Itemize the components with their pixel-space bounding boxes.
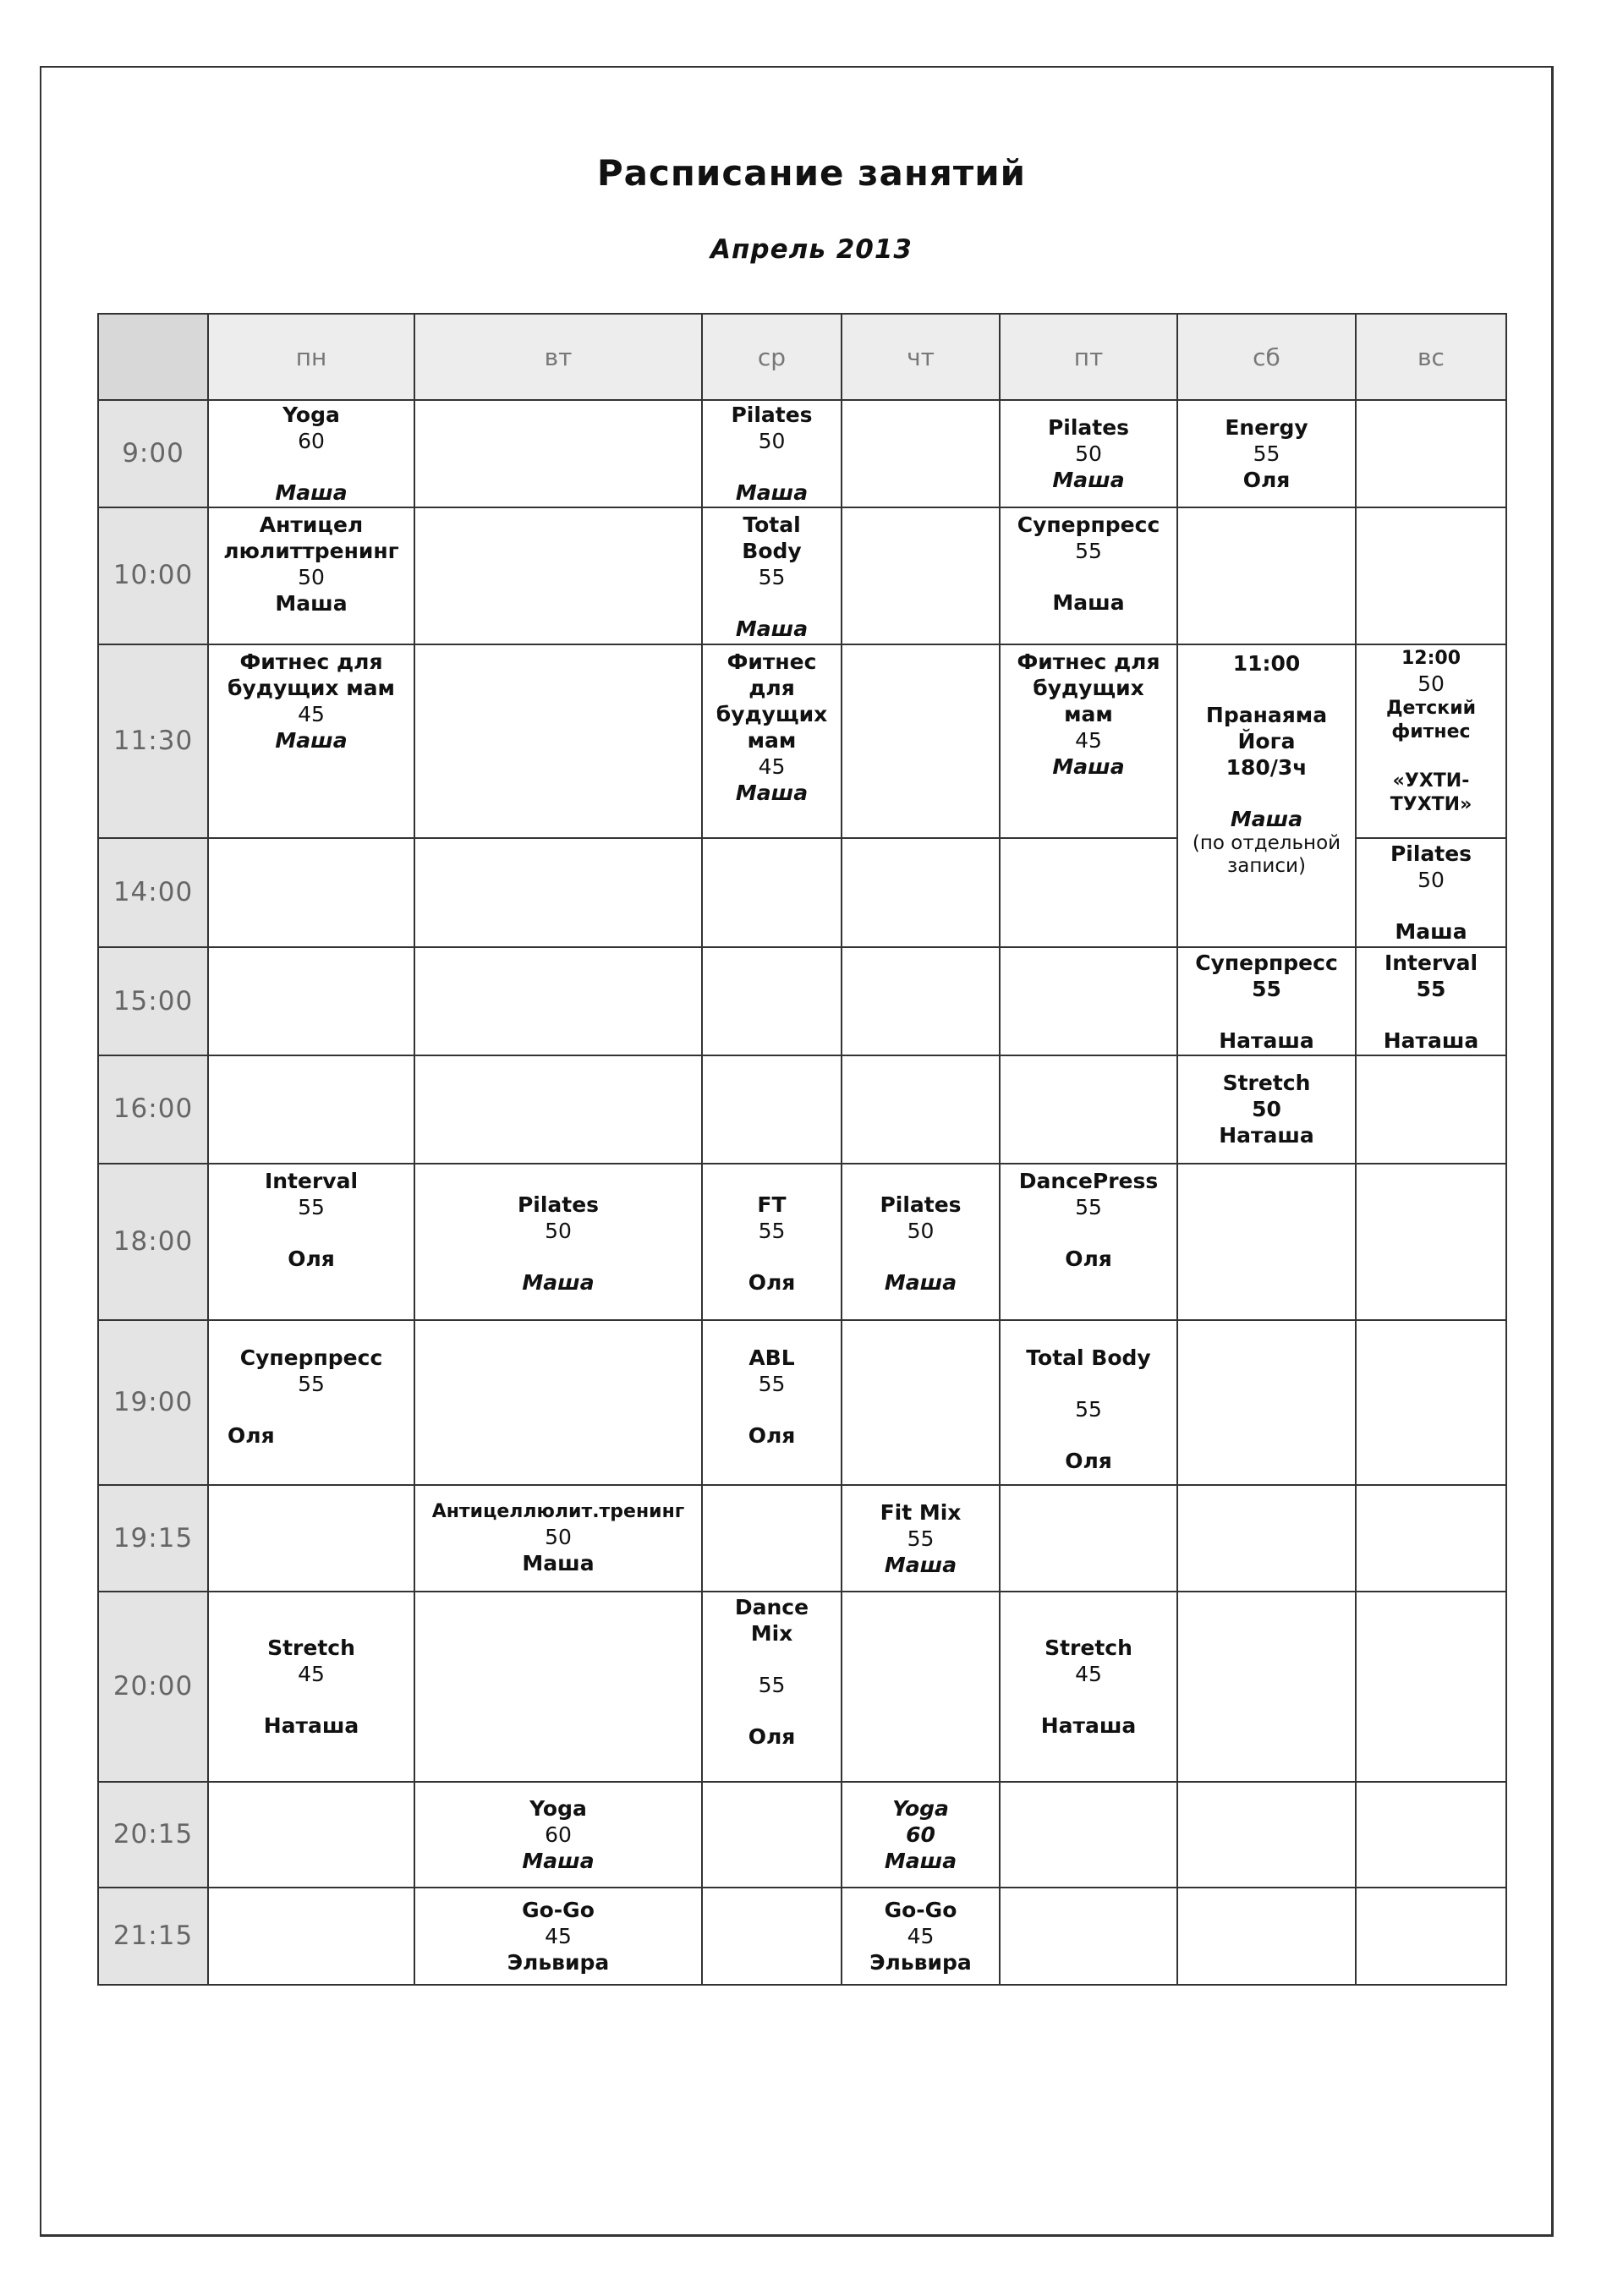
empty-cell — [842, 400, 1000, 507]
class-duration: 60 — [545, 1822, 572, 1848]
empty-cell — [414, 400, 702, 507]
empty-cell — [1356, 1320, 1506, 1486]
class-duration: 45 — [298, 1661, 325, 1686]
empty-cell — [842, 838, 1000, 948]
empty-cell — [702, 1782, 842, 1888]
class-name: Stretch — [1045, 1635, 1132, 1660]
empty-cell — [1177, 1485, 1356, 1592]
class-duration: 50 — [545, 1218, 572, 1243]
empty-cell — [414, 507, 702, 644]
class-name: Yoga — [282, 402, 340, 427]
class-name: Суперпресс — [1195, 950, 1338, 975]
class-name: Go-Go — [522, 1898, 595, 1923]
class-duration: 55 — [758, 564, 786, 589]
class-duration: 50 — [1075, 441, 1102, 466]
class-cell-mon-superpress — [208, 1320, 414, 1486]
class-trainer: Маша — [1052, 753, 1125, 779]
class-duration: 45 — [907, 1924, 935, 1949]
class-trainer: Маша — [275, 590, 348, 616]
class-name: будущих — [716, 701, 828, 726]
time-row-2015 — [98, 1782, 1506, 1888]
empty-cell — [1356, 1164, 1506, 1320]
empty-cell — [702, 1485, 842, 1592]
class-duration: 55 — [758, 1218, 786, 1243]
class-duration: 55 — [1075, 1194, 1102, 1219]
class-cell-wed-ft — [702, 1164, 842, 1320]
class-duration: 55 — [1075, 1396, 1102, 1422]
class-duration: 180/3ч — [1225, 754, 1308, 780]
class-cell-wed-moms — [702, 644, 842, 838]
empty-cell — [1356, 507, 1506, 644]
empty-cell — [414, 1592, 702, 1782]
empty-cell — [1356, 1888, 1506, 1985]
class-trainer: Оля — [1065, 1448, 1112, 1473]
empty-cell — [842, 644, 1000, 838]
class-duration: 45 — [1075, 727, 1102, 753]
empty-cell — [1177, 507, 1356, 644]
class-cell-sun-pilates — [1356, 838, 1506, 948]
class-note: записи) — [1227, 854, 1306, 877]
class-time: 12:00 — [1401, 647, 1461, 669]
empty-cell — [414, 838, 702, 948]
class-cell-mon-yoga — [208, 400, 414, 507]
empty-cell — [1356, 1782, 1506, 1888]
empty-cell — [208, 1485, 414, 1592]
class-duration: 55 — [1252, 976, 1281, 1001]
class-name: Антицеллюлит.тренинг — [431, 1501, 685, 1523]
class-duration: 50 — [758, 428, 786, 453]
class-duration: 60 — [906, 1822, 935, 1848]
class-cell-sat-superpress — [1177, 947, 1356, 1055]
class-trainer: Оля — [748, 1723, 796, 1749]
class-name: Фитнес для — [239, 649, 383, 674]
class-cell-fri-total — [1000, 1320, 1177, 1486]
class-trainer: Маша — [884, 1849, 957, 1874]
class-trainer: Наташа — [1040, 1712, 1137, 1738]
empty-cell — [1356, 1592, 1506, 1782]
class-name: Interval — [1384, 950, 1478, 975]
class-cell-fri-pilates — [1000, 400, 1177, 507]
page-title: Расписание занятий — [596, 152, 1027, 194]
class-name: DancePress — [1018, 1168, 1159, 1193]
class-name: Dance — [734, 1594, 809, 1619]
class-time: 11:00 — [1232, 650, 1301, 676]
class-note: (по отдельной — [1192, 831, 1341, 854]
empty-cell — [842, 1055, 1000, 1164]
empty-cell — [208, 838, 414, 948]
day-header-sat: сб — [1177, 314, 1356, 400]
class-name: Фитнес — [727, 649, 817, 674]
class-duration: 45 — [1075, 1661, 1102, 1686]
class-cell-thu-gogo — [842, 1888, 1000, 1985]
time-label: 20:00 — [98, 1592, 208, 1782]
class-duration: 60 — [298, 428, 325, 453]
class-trainer: Наташа — [263, 1712, 359, 1738]
day-header-sun: вс — [1356, 314, 1506, 400]
class-trainer: Оля — [288, 1246, 335, 1271]
time-label: 19:15 — [98, 1485, 208, 1592]
class-cell-tue-gogo — [414, 1888, 702, 1985]
empty-cell — [1356, 400, 1506, 507]
class-cell-tue-anticell — [414, 1485, 702, 1592]
class-duration: 50 — [1252, 1097, 1281, 1122]
class-name: будущих мам — [228, 675, 395, 700]
class-trainer: Оля — [748, 1422, 796, 1448]
class-name: Energy — [1225, 414, 1308, 440]
class-name: будущих — [1033, 675, 1144, 700]
class-trainer: Маша — [275, 727, 348, 753]
schedule-table — [97, 313, 1507, 1986]
class-cell-fri-superpress — [1000, 507, 1177, 644]
class-name: Суперпресс — [239, 1345, 383, 1370]
class-name: Pilates — [1047, 414, 1130, 440]
class-duration: 55 — [758, 1371, 786, 1396]
class-cell-sat-energy — [1177, 400, 1356, 507]
class-duration: 55 — [1416, 976, 1446, 1001]
class-duration: 55 — [298, 1371, 325, 1396]
class-name: «УХТИ- — [1392, 770, 1470, 792]
class-name: Йога — [1237, 728, 1296, 753]
class-trainer: Маша — [522, 1849, 595, 1874]
day-header-tue: вт — [414, 314, 702, 400]
class-duration: 45 — [545, 1924, 572, 1949]
time-label: 18:00 — [98, 1164, 208, 1320]
day-header-thu: чт — [842, 314, 1000, 400]
day-header-mon: пн — [208, 314, 414, 400]
class-name: Go-Go — [884, 1898, 957, 1923]
empty-cell — [842, 1592, 1000, 1782]
class-name: Body — [742, 538, 802, 563]
class-name: Pilates — [880, 1192, 962, 1217]
class-cell-mon-moms — [208, 644, 414, 838]
empty-cell — [1356, 1055, 1506, 1164]
time-label: 16:00 — [98, 1055, 208, 1164]
class-cell-thu-fitmix — [842, 1485, 1000, 1592]
class-cell-tue-pilates — [414, 1164, 702, 1320]
class-trainer: Оля — [1242, 467, 1291, 492]
class-trainer: Наташа — [1383, 1027, 1479, 1053]
class-cell-sat-stretch — [1177, 1055, 1356, 1164]
empty-cell — [208, 1055, 414, 1164]
class-cell-wed-abl — [702, 1320, 842, 1486]
class-name: Total — [743, 512, 801, 537]
empty-cell — [702, 1888, 842, 1985]
empty-cell — [1177, 1888, 1356, 1985]
time-row-2115 — [98, 1888, 1506, 1985]
empty-cell — [1000, 1888, 1177, 1985]
class-trainer: Маша — [1052, 467, 1125, 492]
empty-cell — [1177, 1320, 1356, 1486]
corner-cell — [98, 314, 208, 400]
class-trainer: Маша — [1230, 806, 1303, 831]
time-row-1600 — [98, 1055, 1506, 1164]
empty-cell — [702, 947, 842, 1055]
empty-cell — [1000, 838, 1177, 948]
class-name: ТУХТИ» — [1390, 793, 1472, 815]
class-cell-thu-pilates — [842, 1164, 1000, 1320]
empty-cell — [702, 1055, 842, 1164]
class-trainer: Маша — [275, 479, 348, 505]
time-row-1000 — [98, 507, 1506, 644]
empty-cell — [842, 1320, 1000, 1486]
class-duration: 55 — [907, 1526, 935, 1551]
class-name: мам — [1064, 701, 1113, 726]
class-name: FT — [757, 1192, 787, 1217]
class-cell-mon-anticell — [208, 507, 414, 644]
time-row-0900 — [98, 400, 1506, 507]
class-cell-fri-dancepress — [1000, 1164, 1177, 1320]
empty-cell — [414, 1055, 702, 1164]
class-name: для — [748, 675, 795, 700]
empty-cell — [702, 838, 842, 948]
empty-cell — [842, 947, 1000, 1055]
class-trainer: Оля — [748, 1269, 796, 1295]
class-duration: 55 — [1253, 441, 1280, 466]
class-duration: 45 — [758, 753, 786, 779]
class-cell-mon-stretch — [208, 1592, 414, 1782]
time-row-1800 — [98, 1164, 1506, 1320]
class-trainer: Маша — [884, 1269, 957, 1295]
class-name: ABL — [748, 1345, 795, 1370]
class-trainer: Оля — [228, 1422, 275, 1448]
class-trainer: Маша — [735, 780, 809, 805]
class-cell-thu-yoga — [842, 1782, 1000, 1888]
page-subtitle: Апрель 2013 — [710, 234, 913, 265]
class-trainer: Наташа — [1219, 1123, 1314, 1148]
class-name: Stretch — [267, 1635, 355, 1660]
class-name: Пранаяма — [1205, 702, 1328, 727]
time-label: 19:00 — [98, 1320, 208, 1486]
class-cell-tue-yoga — [414, 1782, 702, 1888]
empty-cell — [842, 507, 1000, 644]
class-trainer: Наташа — [1219, 1027, 1314, 1053]
class-name: Stretch — [1222, 1071, 1311, 1096]
class-cell-mon-interval — [208, 1164, 414, 1320]
class-name: Mix — [750, 1620, 793, 1646]
time-label: 20:15 — [98, 1782, 208, 1888]
class-name: Yoga — [529, 1796, 587, 1822]
empty-cell — [414, 947, 702, 1055]
class-name: Fit Mix — [880, 1499, 962, 1525]
empty-cell — [208, 1888, 414, 1985]
class-trainer: Маша — [522, 1269, 595, 1295]
class-trainer: Маша — [522, 1551, 595, 1576]
class-trainer: Маша — [1395, 918, 1467, 944]
empty-cell — [414, 644, 702, 838]
empty-cell — [1177, 1164, 1356, 1320]
class-name: Pilates — [731, 402, 813, 427]
class-name: Yoga — [892, 1796, 949, 1822]
empty-cell — [208, 947, 414, 1055]
time-label: 14:00 — [98, 838, 208, 948]
class-trainer: Эльвира — [869, 1950, 972, 1975]
header-row — [98, 314, 1506, 400]
time-row-1500 — [98, 947, 1506, 1055]
class-cell-wed-dance — [702, 1592, 842, 1782]
class-name: Антицел — [259, 512, 364, 537]
class-duration: 50 — [1417, 671, 1445, 696]
class-name: фитнес — [1391, 721, 1471, 743]
class-trainer: Эльвира — [507, 1950, 610, 1975]
empty-cell — [1000, 1782, 1177, 1888]
day-header-fri: пт — [1000, 314, 1177, 400]
class-trainer: Оля — [1065, 1246, 1112, 1271]
class-duration: 50 — [545, 1525, 572, 1550]
class-cell-wed-pilates — [702, 400, 842, 507]
class-name: Interval — [264, 1168, 359, 1193]
class-trainer: Маша — [735, 479, 809, 505]
class-name: Суперпресс — [1017, 512, 1160, 537]
time-row-1915 — [98, 1485, 1506, 1592]
time-label: 11:30 — [98, 644, 208, 838]
time-row-1130 — [98, 644, 1506, 838]
class-trainer: Маша — [884, 1552, 957, 1577]
empty-cell — [1000, 947, 1177, 1055]
time-row-1900 — [98, 1320, 1506, 1486]
class-name: мам — [747, 727, 797, 753]
empty-cell — [1356, 1485, 1506, 1592]
empty-cell — [208, 1782, 414, 1888]
empty-cell — [1000, 1055, 1177, 1164]
class-cell-sat-pranayama — [1177, 644, 1356, 948]
empty-cell — [414, 1320, 702, 1486]
class-cell-sun-interval — [1356, 947, 1506, 1055]
time-label: 9:00 — [98, 400, 208, 507]
class-name: Total Body — [1026, 1345, 1151, 1370]
empty-cell — [1177, 1592, 1356, 1782]
class-cell-fri-stretch — [1000, 1592, 1177, 1782]
empty-cell — [1177, 1782, 1356, 1888]
class-name: Детский — [1385, 697, 1477, 719]
time-row-2000 — [98, 1592, 1506, 1782]
class-duration: 50 — [1417, 867, 1445, 892]
time-label: 10:00 — [98, 507, 208, 644]
day-header-wed: ср — [702, 314, 842, 400]
empty-cell — [1000, 1485, 1177, 1592]
class-trainer: Маша — [735, 616, 809, 641]
class-duration: 50 — [907, 1218, 935, 1243]
class-name: Pilates — [1390, 841, 1472, 866]
time-label: 21:15 — [98, 1888, 208, 1985]
class-cell-sun-kids — [1356, 644, 1506, 838]
class-cell-wed-total — [702, 507, 842, 644]
class-name: Pilates — [517, 1192, 600, 1217]
class-cell-fri-moms — [1000, 644, 1177, 838]
time-label: 15:00 — [98, 947, 208, 1055]
class-duration: 45 — [298, 701, 325, 726]
class-duration: 55 — [758, 1672, 786, 1697]
class-name: Фитнес для — [1017, 649, 1160, 674]
class-duration: 55 — [298, 1194, 325, 1219]
class-name: люлиттренинг — [223, 538, 399, 563]
class-duration: 55 — [1075, 538, 1102, 563]
class-duration: 50 — [298, 564, 325, 589]
class-trainer: Маша — [1052, 589, 1125, 615]
